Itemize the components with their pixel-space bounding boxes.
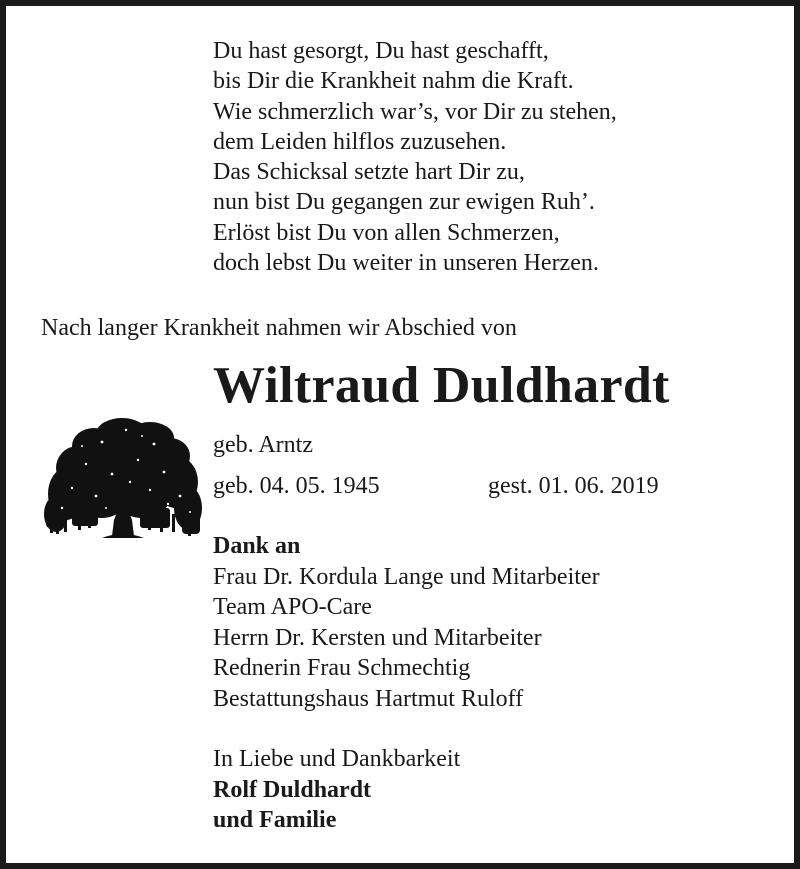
poem (213, 36, 617, 278)
poem-line: bis Dir die Krankheit nahm die Kraft. (213, 68, 574, 95)
weeping-willow-tree-icon (42, 416, 204, 544)
thanks-item: Rednerin Frau Schmechtig (213, 655, 471, 681)
death-date: gest. 01. 06. 2019 (488, 473, 659, 499)
poem-line: nun bist Du gegangen zur ewigen Ruh’. (213, 189, 595, 216)
birth-date: geb. 04. 05. 1945 (213, 473, 380, 499)
poem-line: Wie schmerzlich war’s, vor Dir zu stehen, (213, 98, 617, 125)
maiden-name: geb. Arntz (213, 432, 313, 458)
intro-text: Nach langer Krankheit nahmen wir Abschied von (41, 315, 517, 341)
closing-line: In Liebe und Dankbarkeit (213, 746, 461, 772)
thanks-item: Bestattungshaus Hartmut Ruloff (213, 685, 524, 712)
thanks-item: Frau Dr. Kordula Lange und Mitarbeiter (213, 563, 600, 590)
thanks-item: Team APO-Care (213, 594, 372, 620)
poem-line: Du hast gesorgt, Du hast geschafft, (213, 38, 549, 64)
thanks-section (213, 531, 600, 714)
poem-line: Erlöst bist Du von allen Schmerzen, (213, 219, 560, 246)
closing-section (213, 744, 460, 836)
thanks-item: Herrn Dr. Kersten und Mitarbeiter (213, 624, 542, 651)
deceased-name: Wiltraud Duldhardt (213, 357, 670, 414)
thanks-heading: Dank an (213, 533, 301, 559)
signer-name: Rolf Duldhardt (213, 776, 372, 803)
poem-line: dem Leiden hilflos zuzusehen. (213, 128, 507, 155)
poem-line: doch lebst Du weiter in unseren Herzen. (213, 250, 599, 277)
poem-line: Das Schicksal setzte hart Dir zu, (213, 159, 525, 186)
signer-family: und Familie (213, 807, 337, 833)
